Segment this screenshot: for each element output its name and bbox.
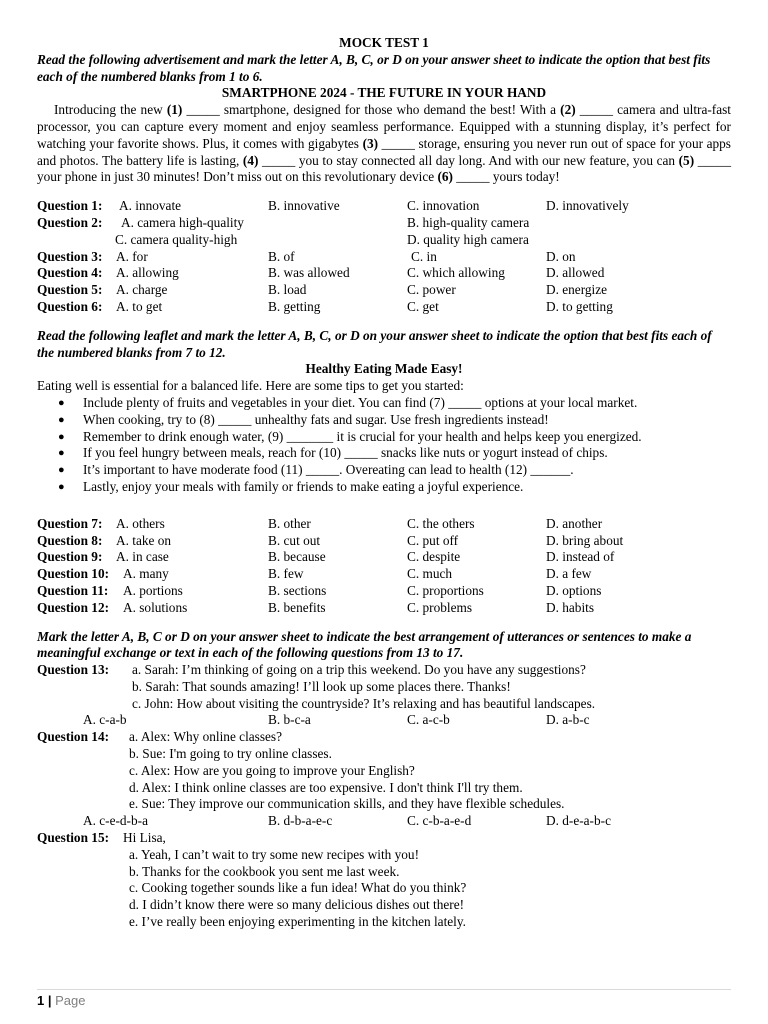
question-row: b. Thanks for the cookbook you sent me last week. xyxy=(129,863,400,879)
question-row: a. Yeah, I can’t wait to try some new recipes with you! xyxy=(129,846,419,862)
test-title: MOCK TEST 1 xyxy=(339,35,429,50)
question-row: Question 2: A. camera high-quality B. high-quality camera xyxy=(37,214,530,230)
document-page xyxy=(37,35,731,931)
question-row: A. c-a-b B. b-c-a C. a-c-b D. a-b-c xyxy=(83,712,590,728)
page-number: 1 xyxy=(37,993,45,1008)
section1-instruction: Read the following advertisement and mark the letter A, B, C, or D on your answer sheet to indicate the option that best fits each of the numbered blanks from 1 to 6. xyxy=(37,51,711,84)
question-row: Question 10: A. many B. few C. much D. a few xyxy=(37,566,592,582)
question-row: d. I didn’t know there were so many delicious dishes out there! xyxy=(129,897,465,913)
question-row: Question 9: A. in case B. because C. despite D. instead of xyxy=(37,549,615,565)
question-row: e. I’ve really been enjoying experimenting in the kitchen lately. xyxy=(129,914,466,930)
list-item: ● Lastly, enjoy your meals with family or friends to make eating a joyful experience. xyxy=(82,479,731,496)
question-row: b. Sue: I'm going to try online classes. xyxy=(129,746,332,762)
question-row: Question 5: A. charge B. load C. power D. energize xyxy=(37,282,608,298)
question-row: Question 1: A. innovate B. innovative C. innovation D. innovatively xyxy=(37,198,629,214)
question-row: Question 6: A. to get B. getting C. get D. to getting xyxy=(37,298,613,314)
list-item: ● When cooking, try to (8) _____ unhealthy fats and sugar. Use fresh ingredients instead! xyxy=(82,412,731,429)
section3-instruction: Mark the letter A, B, C or D on your answer sheet to indicate the best arrangement of utterances or sentences to make a meaningful exchange or text in each of the following questions from 13 to 17. xyxy=(37,628,692,661)
question-row: d. Alex: I think online classes are too expensive. I don't think I'll try them. xyxy=(129,779,523,795)
page-label: Page xyxy=(55,993,86,1008)
question-row: A. c-e-d-b-a B. d-b-a-e-c C. c-b-a-e-d D. d-e-a-b-c xyxy=(83,813,611,829)
question-row: Question 12: A. solutions B. benefits C. problems D. habits xyxy=(37,599,595,615)
section2-instruction: Read the following leaflet and mark the letter A, B, C, or D on your answer sheet to indicate the option that best fits each of the numbered blanks from 7 to 12. xyxy=(37,327,712,360)
question-row: Question 13: a. Sarah: I’m thinking of going on a trip this weekend. Do you have any suggestions? xyxy=(37,662,586,678)
question-row: Question 11: A. portions B. sections C. proportions D. options xyxy=(37,582,602,598)
list-item: ● Remember to drink enough water, (9) _______ it is crucial for your health and helps keep you energized. xyxy=(82,429,731,446)
question-row: Question 4: A. allowing B. was allowed C. which allowing D. allowed xyxy=(37,265,605,281)
question-row: C. camera quality-high D. quality high camera xyxy=(115,231,529,247)
list-item: ● Include plenty of fruits and vegetables in your diet. You can find (7) _____ options at your local market. xyxy=(82,395,731,412)
list-item: ● It’s important to have moderate food (11) _____. Overeating can lead to health (12) ______. xyxy=(82,462,731,479)
leaflet-intro: Eating well is essential for a balanced life. Here are some tips to get you started: xyxy=(37,378,464,394)
question-row: e. Sue: They improve our communication skills, and they have flexible schedules. xyxy=(129,796,565,812)
question-row: Question 14: a. Alex: Why online classes? xyxy=(37,729,282,745)
question-row: c. Alex: How are you going to improve your English? xyxy=(129,762,415,778)
list-item: ● If you feel hungry between meals, reach for (10) _____ snacks like nuts or yogurt instead of chips. xyxy=(82,445,731,462)
tips-list xyxy=(37,395,731,496)
question-row: b. Sarah: That sounds amazing! I’ll look up some places there. Thanks! xyxy=(132,678,511,694)
question-row: Question 3: A. for B. of C. in D. on xyxy=(37,248,576,264)
question-row: c. Cooking together sounds like a fun idea! What do you think? xyxy=(129,880,467,896)
section2-heading: Healthy Eating Made Easy! xyxy=(305,361,463,377)
question-row: Question 15: Hi Lisa, xyxy=(37,830,166,846)
section1-heading: SMARTPHONE 2024 - THE FUTURE IN YOUR HAND xyxy=(221,85,547,101)
page-footer: 1 | Page xyxy=(37,989,731,1008)
advert-passage: Introducing the new (1) _____ smartphone, designed for those who demand the best! With a (2) _____ camera and ultra-fast processor, you can capture every moment and enjoy seamless performance. Equipped with a stunning display, it’s perfect for watching your favorite shows. Plus, it comes with gigabytes (3) _____ storage, ensuring you never run out of space for your apps and photos. The battery life is lasting, (4) _____ you to stay connected all day long. And with our new feature, you can (5) _____ your phone in just 30 minutes! Don’t miss out on this revolutionary device (6) _____ yours today! xyxy=(37,102,731,185)
question-row: Question 7: A. others B. other C. the others D. another xyxy=(37,515,603,531)
question-row: c. John: How about visiting the countryside? It’s relaxing and has beautiful landscapes. xyxy=(132,695,596,711)
question-row: Question 8: A. take on B. cut out C. put off D. bring about xyxy=(37,532,624,548)
